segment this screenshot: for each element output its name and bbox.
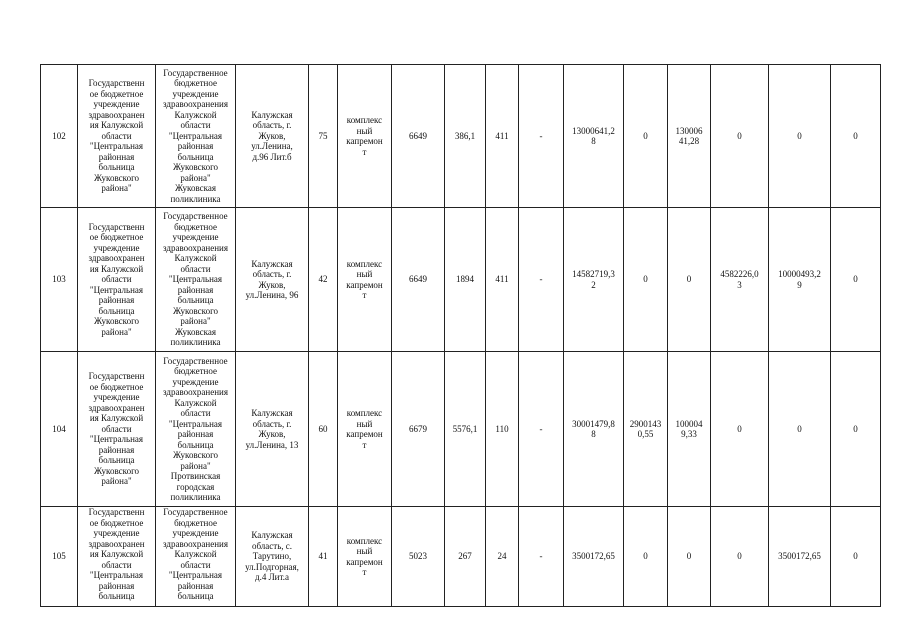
address: Калужская область, г. Жуков, ул.Ленина, 13 (236, 352, 309, 507)
col-14: 0 (711, 352, 769, 507)
row-number: 102 (41, 65, 78, 208)
col-15: 0 (769, 65, 831, 208)
row-number: 103 (41, 208, 78, 352)
work-type: комплекс ный капремон т (338, 352, 392, 507)
col-8: 1894 (445, 208, 486, 352)
table-row (41, 65, 881, 208)
col-13: 0 (668, 507, 711, 607)
owner-org: Государственн ое бюджетное учреждение здравоохранен ия Калужской области "Центральная районная больница (78, 507, 156, 607)
col-9: 411 (486, 65, 519, 208)
owner-org: Государственн ое бюджетное учреждение здравоохранен ия Калужской области "Центральная районная больница Жуковского района" (78, 352, 156, 507)
col-5: 75 (309, 65, 338, 208)
col-14: 0 (711, 65, 769, 208)
col-12: 2900143 0,55 (624, 352, 668, 507)
work-type: комплекс ный капремон т (338, 208, 392, 352)
col-16: 0 (831, 507, 881, 607)
col-16: 0 (831, 352, 881, 507)
address: Калужская область, с. Тарутино, ул.Подгорная, д.4 Лит.а (236, 507, 309, 607)
col-8: 5576,1 (445, 352, 486, 507)
col-12: 0 (624, 208, 668, 352)
address: Калужская область, г. Жуков, ул.Ленина, д.96 Лит.б (236, 65, 309, 208)
col-9: 24 (486, 507, 519, 607)
col-15: 10000493,2 9 (769, 208, 831, 352)
total-cost: 30001479,8 8 (564, 352, 624, 507)
col-10: - (519, 65, 564, 208)
col-10: - (519, 208, 564, 352)
facility-name: Государственное бюджетное учреждение здравоохранения Калужской области "Центральная районная больница Жуковского района" Протвинская городская поликлиника (156, 352, 236, 507)
col-12: 0 (624, 65, 668, 208)
owner-org: Государственн ое бюджетное учреждение здравоохранен ия Калужской области "Центральная районная больница Жуковского района" (78, 208, 156, 352)
col-7: 6649 (392, 65, 445, 208)
col-8: 267 (445, 507, 486, 607)
total-cost: 3500172,65 (564, 507, 624, 607)
col-15: 3500172,65 (769, 507, 831, 607)
row-number: 104 (41, 352, 78, 507)
facility-name: Государственное бюджетное учреждение здравоохранения Калужской области "Центральная районная больница (156, 507, 236, 607)
facility-name: Государственное бюджетное учреждение здравоохранения Калужской области "Центральная районная больница Жуковского района" Жуковская поликлиника (156, 65, 236, 208)
col-5: 60 (309, 352, 338, 507)
col-13: 0 (668, 208, 711, 352)
col-13: 100004 9,33 (668, 352, 711, 507)
col-15: 0 (769, 352, 831, 507)
col-14: 4582226,0 3 (711, 208, 769, 352)
col-12: 0 (624, 507, 668, 607)
col-7: 6679 (392, 352, 445, 507)
col-10: - (519, 352, 564, 507)
col-13: 130006 41,28 (668, 65, 711, 208)
owner-org: Государственн ое бюджетное учреждение здравоохранен ия Калужской области "Центральная районная больница Жуковского района" (78, 65, 156, 208)
total-cost: 14582719,3 2 (564, 208, 624, 352)
facility-name: Государственное бюджетное учреждение здравоохранения Калужской области "Центральная районная больница Жуковского района" Жуковская поликлиника (156, 208, 236, 352)
col-9: 110 (486, 352, 519, 507)
col-8: 386,1 (445, 65, 486, 208)
col-16: 0 (831, 208, 881, 352)
capital-repair-table (40, 64, 881, 607)
table-row (41, 507, 881, 607)
col-5: 42 (309, 208, 338, 352)
work-type: комплекс ный капремон т (338, 65, 392, 208)
col-9: 411 (486, 208, 519, 352)
row-number: 105 (41, 507, 78, 607)
total-cost: 13000641,2 8 (564, 65, 624, 208)
work-type: комплекс ный капремон т (338, 507, 392, 607)
col-14: 0 (711, 507, 769, 607)
col-5: 41 (309, 507, 338, 607)
table-row (41, 352, 881, 507)
address: Калужская область, г. Жуков, ул.Ленина, 96 (236, 208, 309, 352)
table-row (41, 208, 881, 352)
col-7: 6649 (392, 208, 445, 352)
col-16: 0 (831, 65, 881, 208)
col-10: - (519, 507, 564, 607)
col-7: 5023 (392, 507, 445, 607)
